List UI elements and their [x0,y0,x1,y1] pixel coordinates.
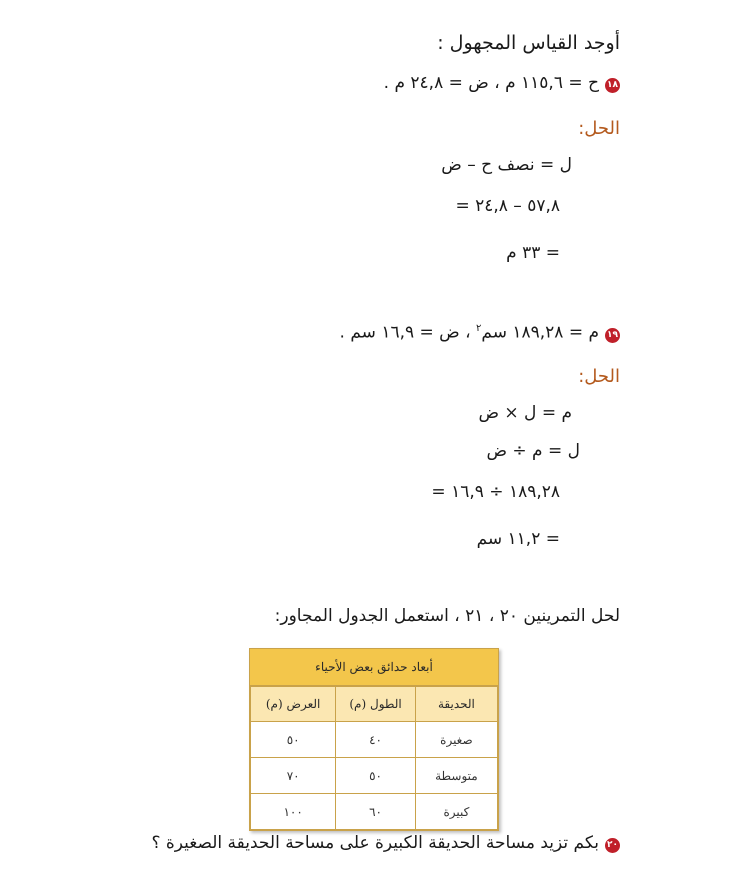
cell-garden: متوسطة [415,758,497,794]
question-19-text-b: ، ض = ١٦,٩ سم . [339,322,477,343]
question-number-badge: ٢٠ [605,838,620,853]
question-19-text-a: م = ١٨٩,٢٨ سم [481,322,599,343]
gardens-table [250,649,498,830]
q18-step-1: ل = نصف ح – ض [441,155,572,175]
question-18 [384,72,620,94]
cell-garden: كبيرة [415,794,497,830]
question-number-badge: ١٨ [605,78,620,93]
cell-width: ١٠٠ [251,794,336,830]
header-length: الطول (م) [336,687,416,722]
solution-label-19: الحل: [578,366,620,387]
table-row [251,722,498,758]
table-row [251,794,498,830]
header-width: العرض (م) [251,687,336,722]
q19-step-4: = ١١,٢ سم [476,529,560,549]
cell-length: ٦٠ [336,794,416,830]
q18-step-3: = ٣٣ م [506,243,560,263]
table-title: أبعاد حدائق بعض الأحياء [250,649,498,686]
table-header-row [251,687,498,722]
superscript-two: ٢ [476,323,482,334]
table-row [251,758,498,794]
q19-step-3: = ١٨٩,٢٨ ÷ ١٦,٩ [431,482,560,502]
q19-step-2: ل = م ÷ ض [486,441,580,461]
question-20-text: بكم تزيد مساحة الحديقة الكبيرة على مساحة الحديقة الصغيرة ؟ [151,833,599,853]
header-garden: الحديقة [415,687,497,722]
instruction-heading: أوجد القياس المجهول : [437,32,620,54]
cell-length: ٤٠ [336,722,416,758]
cell-width: ٥٠ [251,722,336,758]
question-20 [151,832,620,854]
question-number-badge: ١٩ [605,328,620,343]
question-19 [340,318,620,344]
exercise-intro: لحل التمرينين ٢٠ ، ٢١ ، استعمل الجدول المجاور: [274,606,620,626]
q18-step-2: = ٥٧,٨ – ٢٤,٨ [455,196,560,216]
gardens-table-card [249,648,499,831]
cell-garden: صغيرة [415,722,497,758]
solution-label-18: الحل: [578,118,620,139]
question-18-text: ح = ١١٥,٦ م ، ض = ٢٤,٨ م . [383,73,599,93]
q19-step-1: م = ل × ض [478,403,572,423]
cell-length: ٥٠ [336,758,416,794]
cell-width: ٧٠ [251,758,336,794]
